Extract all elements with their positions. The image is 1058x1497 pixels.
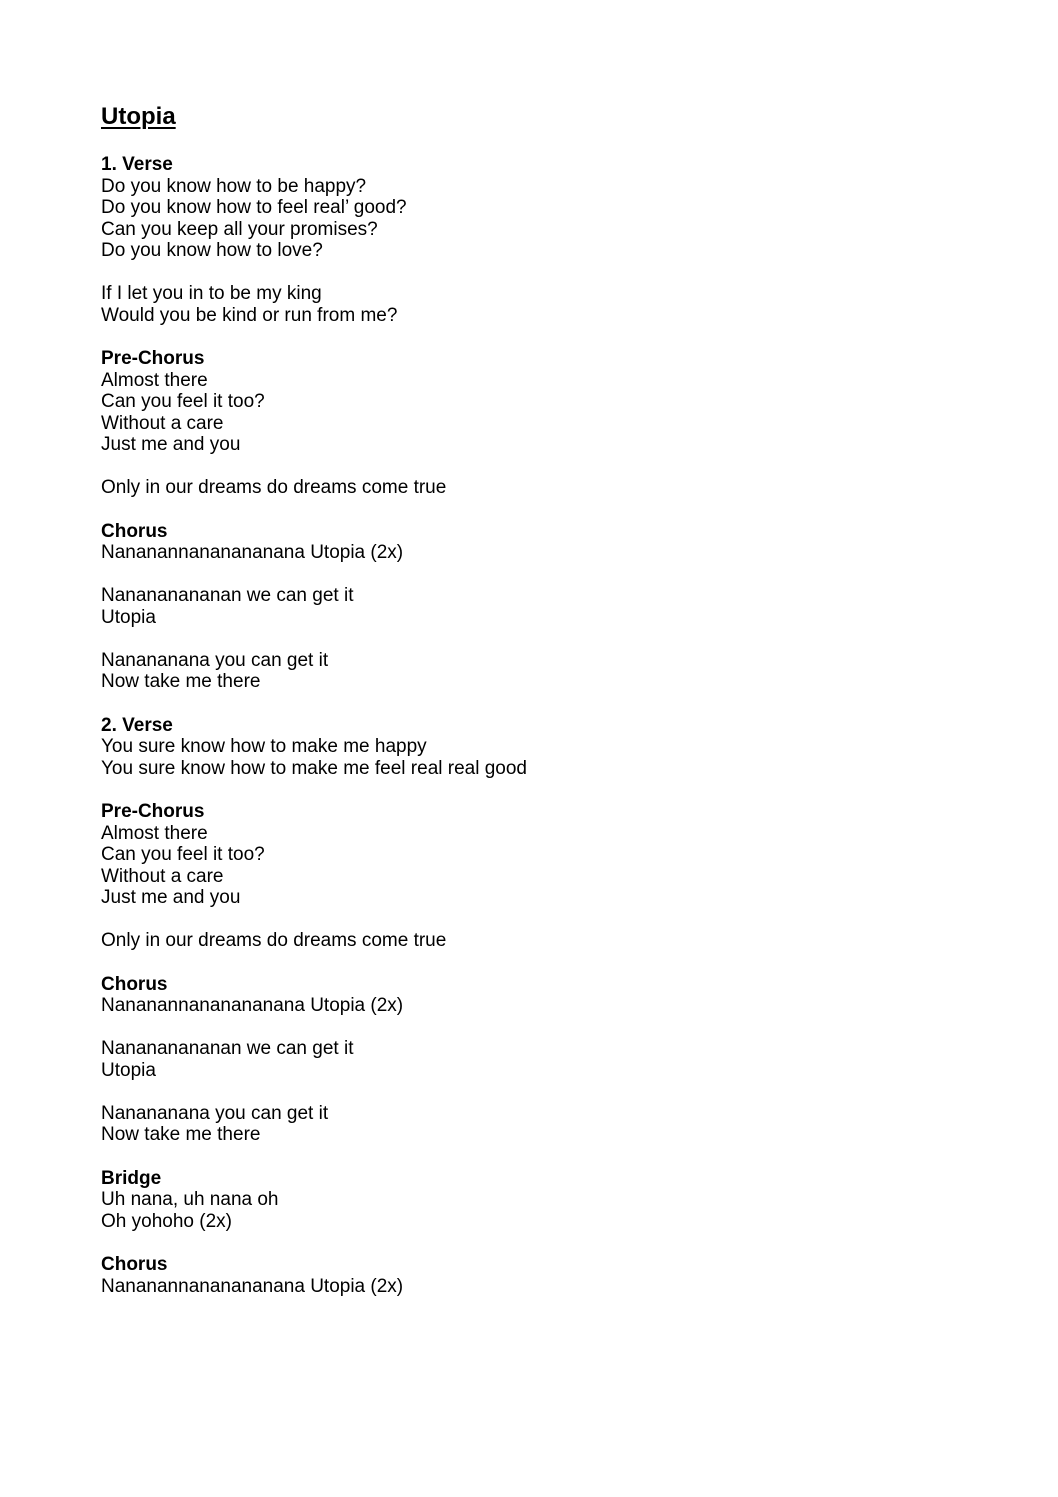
- stanza: [101, 1103, 1001, 1146]
- lyric-line: Oh yohoho (2x): [101, 1210, 232, 1232]
- lyric-line: Do you know how to love?: [101, 240, 323, 261]
- section-heading: Chorus: [101, 520, 168, 542]
- lyrics-section: [101, 348, 1001, 499]
- section-heading: Pre-Chorus: [101, 801, 205, 822]
- lyrics-section: [101, 521, 1001, 693]
- stanza: [101, 995, 1001, 1017]
- lyric-line: Nanananana you can get it: [101, 1102, 329, 1124]
- lyric-line: Only in our dreams do dreams come true: [101, 930, 447, 951]
- lyrics-section: [101, 715, 1001, 780]
- lyrics-section: [101, 154, 1001, 326]
- stanza: [101, 930, 1001, 952]
- lyric-line: You sure know how to make me happy: [101, 736, 427, 757]
- lyric-line: Now take me there: [101, 671, 261, 692]
- stanza: [101, 370, 1001, 456]
- lyric-line: Utopia: [101, 606, 156, 628]
- lyrics-document: [101, 102, 1001, 1319]
- lyric-line: If I let you in to be my king: [101, 283, 322, 304]
- lyric-line: Can you feel it too?: [101, 391, 265, 412]
- stanza: [101, 650, 1001, 693]
- stanza: [101, 1276, 1001, 1298]
- lyric-line: Just me and you: [101, 434, 241, 455]
- lyrics-section: [101, 974, 1001, 1146]
- stanza: [101, 477, 1001, 499]
- lyric-line: Without a care: [101, 412, 224, 434]
- lyric-line: Nananannananananana Utopia (2x): [101, 542, 404, 563]
- section-heading: Chorus: [101, 973, 168, 995]
- lyric-line: Nananannananananana Utopia (2x): [101, 1275, 404, 1297]
- stanza: [101, 736, 1001, 779]
- section-heading: Bridge: [101, 1167, 162, 1189]
- lyrics-section: [101, 1168, 1001, 1233]
- lyric-line: Can you keep all your promises?: [101, 218, 378, 240]
- lyric-line: Nanananananan we can get it: [101, 585, 354, 606]
- lyric-line: Almost there: [101, 822, 208, 844]
- lyric-line: Without a care: [101, 865, 224, 887]
- stanza: [101, 542, 1001, 564]
- lyric-line: Do you know how to feel real’ good?: [101, 197, 407, 218]
- lyric-line: Just me and you: [101, 887, 241, 908]
- lyric-line: Utopia: [101, 1059, 156, 1081]
- lyric-line: You sure know how to make me feel real real good: [101, 757, 527, 779]
- lyrics-section: [101, 1254, 1001, 1297]
- stanza: [101, 283, 1001, 326]
- lyric-line: Nananannananananana Utopia (2x): [101, 995, 404, 1016]
- song-title: Utopia: [101, 103, 176, 130]
- lyrics-section: [101, 801, 1001, 952]
- lyric-line: Only in our dreams do dreams come true: [101, 477, 447, 498]
- section-heading: 2. Verse: [101, 714, 173, 736]
- stanza: [101, 1038, 1001, 1081]
- section-heading: Pre-Chorus: [101, 348, 205, 369]
- lyric-line: Would you be kind or run from me?: [101, 304, 398, 326]
- section-heading: Chorus: [101, 1254, 168, 1275]
- lyric-line: Nanananananan we can get it: [101, 1038, 354, 1059]
- lyric-line: Can you feel it too?: [101, 844, 265, 865]
- stanza: [101, 1189, 1001, 1232]
- lyric-line: Almost there: [101, 369, 208, 391]
- lyric-line: Nanananana you can get it: [101, 649, 329, 671]
- section-heading: 1. Verse: [101, 154, 173, 175]
- lyric-line: Uh nana, uh nana oh: [101, 1189, 279, 1210]
- lyrics-body: [101, 154, 1001, 1297]
- stanza: [101, 585, 1001, 628]
- stanza: [101, 823, 1001, 909]
- lyric-line: Now take me there: [101, 1124, 261, 1145]
- lyric-line: Do you know how to be happy?: [101, 175, 367, 197]
- stanza: [101, 176, 1001, 262]
